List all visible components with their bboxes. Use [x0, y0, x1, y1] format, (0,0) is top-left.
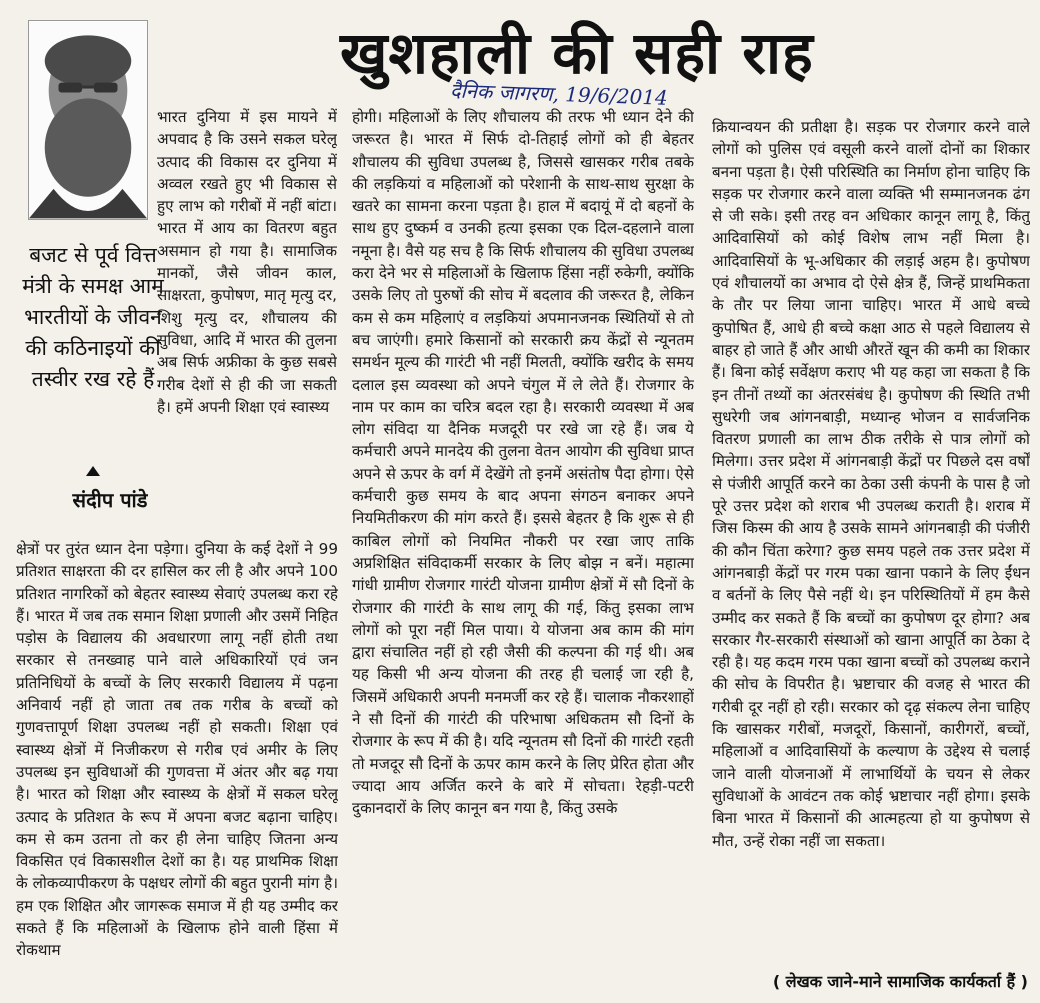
handwritten-date-note: दैनिक जागरण, 19/6/2014 [449, 78, 669, 110]
article-column-3: क्रियान्वयन की प्रतीक्षा है। सड़क पर रोजगार करने वाले लोगों को पुलिस एवं वसूली करने वालों दोनों का शिकार बनना पड़ता है। ऐसी परिस्थिति का निर्माण होना चाहिए कि सड़क पर रोजगार करने वाला व्यक्ति भी सम्मानजनक ढंग से जी सके। इसी तरह वन अधिकार कानून लागू है, किंतु आदिवासियों को कोई विशेष लाभ नहीं मिला है। आदिवासियों के भू-अधिकार की लड़ाई अहम है। कुपोषण एवं शौचालयों का अभाव दो ऐसे क्षेत्र हैं, जिन्हें प्राथमिकता के तौर पर लिया जाना चाहिए। भारत में आधे बच्चे कुपोषित हैं, आधे ही बच्चे कक्षा आठ से पहले विद्यालय से बाहर हो जाते हैं और आधी औरतें खून की कमी का शिकार हैं। बिना कोई सर्वेक्षण कराए भी यह कहा जा सकता है कि इन तीनों तथ्यों का अंतरसंबंध है। कुपोषण की स्थिति तभी सुधरेगी जब आंगनबाड़ी, मध्यान्ह भोजन व सार्वजनिक वितरण प्रणाली का लाभ ठीक तरीके से पात्र लोगों को मिलेगा। उत्तर प्रदेश में आंगनबाड़ी केंद्रों पर पिछले दस वर्षों से पंजीरी आपूर्ति करने का ठेका उसी कंपनी के पास है जो पूरे उत्तर प्रदेश को शराब भी उपलब्ध कराती है। शराब में जिस किस्म की आय है उसके सामने आंगनबाड़ी की पंजीरी की कौन चिंता करेगा? कुछ समय पहले तक उत्तर प्रदेश में आंगनबाड़ी केंद्रों पर गरम पका खाना पकाने के लिए ईंधन व बर्तनों के लिए पैसे नहीं थे। इन परिस्थितियों में हम कैसे उम्मीद कर सकते हैं कि बच्चों का कुपोषण दूर होगा? अब सरकार गैर-सरकारी संस्थाओं को खाना आपूर्ति का ठेका दे रही है। यह कदम गरम पका खाना बच्चों को उपलब्ध कराने की सोच के विपरीत है। भ्रष्टाचार की वजह से भारत की गरीबी दूर नहीं हो रही। सरकार को दृढ़ संकल्प लेना चाहिए कि खासकर गरीबों, मजदूरों, किसानों, कारीगरों, बच्चों, महिलाओं व आदिवासियों के कल्याण के उद्देश्य से चलाई जाने वाली योजनाओं में लाभार्थियों के चयन से लेकर सुविधाओं के आवंटन तक कोई भ्रष्टाचार नहीं होगा। इसके बिना भारत में किसानों की आत्महत्या हो या कुपोषण से मौत, उन्हें रोका नहीं जा सकता। [712, 118, 1030, 850]
author-portrait-image [29, 21, 147, 219]
article-column-1-top: भारत दुनिया में इस मायने में अपवाद है कि उसने सकल घरेलू उत्पाद की विकास दर दुनिया में अव्वल रखते हुए भी विकास से हुए लाभ को गरीबों में नहीं बांटा। भारत में आय का वितरण बहुत असमान हो गया है। सामाजिक मानकों, जैसे जीवन काल, साक्षरता, कुपोषण, मातृ मृत्यु दर, शिशु मृत्यु दर, शौचालय की सुविधा, आदि में भारत की तुलना अब सिर्फ अफ्रीका के कुछ सबसे गरीब देशों से ही की जा सकती है। हमें अपनी शिक्षा एवं स्वास्थ्य [157, 108, 337, 416]
author-photo [28, 20, 148, 220]
byline: संदीप पांडे [72, 488, 148, 512]
deck-summary: बजट से पूर्व वित्त मंत्री के समक्ष आम भारतीयों के जीवन की कठिनाइयों की तस्वीर रख रहे हैं [22, 243, 164, 391]
triangle-marker-icon [86, 466, 100, 476]
article-column-2: होगी। महिलाओं के लिए शौचालय की तरफ भी ध्यान देने की जरूरत है। भारत में सिर्फ दो-तिहाई लोगों को ही बेहतर शौचालय की सुविधा उपलब्ध है, जिससे खासकर गरीब तबके की लड़कियां व महिलाओं को परेशानी के साथ-साथ सुरक्षा के खतरे का सामना करना पड़ता है। हाल में बदायूं में दो बहनों के साथ हुए दुष्कर्म व उनकी हत्या इसका एक दिल-दहलाने वाला नमूना है। वैसे यह सच है कि सिर्फ शौचालय की सुविधा उपलब्ध करा देने भर से महिलाओं के खिलाफ हिंसा नहीं रुकेगी, क्योंकि उसके लिए तो पुरुषों की सोच में बदलाव की जरूरत है, लेकिन कम से कम महिलाएं व लड़कियां अपमानजनक स्थितियों से तो बच जाएंगी। हमारे किसानों को सरकारी क्रय केंद्रों से न्यूनतम समर्थन मूल्य की गारंटी भी नहीं मिलती, क्योंकि खरीद के समय दलाल इस व्यवस्था को अपने चंगुल में ले लेते हैं। रोजगार के नाम पर काम का चरित्र बदल रहा है। सरकारी व्यवस्था में अब लोग संविदा या दैनिक मजदूरी पर रखे जा रहे हैं। जब ये कर्मचारी अपने मानदेय की तुलना वेतन आयोग की सुविधा प्राप्त अपने से ऊपर के वर्ग में देखेंगे तो इनमें असंतोष पैदा होगा। ऐसे कर्मचारी कुछ समय के बाद अपना संगठन बनाकर अपने नियमितीकरण की मांग करते हैं। इससे बेहतर है कि शुरू से ही काबिल लोगों को नियमित नौकरी पर रखा जाए ताकि अप्रशिक्षित संविदाकर्मी सरकार के लिए बोझ न बनें। महात्मा गांधी ग्रामीण रोजगार गारंटी योजना ग्रामीण क्षेत्रों में सौ दिनों के रोजगार की गारंटी के साथ लागू की गई, किंतु इसका लाभ लोगों को पूरा नहीं मिल पाया। ये योजना अब काम की मांग द्वारा संचालित नहीं हो रही जैसी की कल्पना की गई थी। अब यह किसी भी अन्य योजना की तरह ही चलाई जा रही है, जिसमें अधिकारी अपनी मनमर्जी कर रहे हैं। चालाक नौकरशाहों ने सौ दिनों की गारंटी की परिभाषा अधिकतम सौ दिनों के रोजगार के रूप में की है। यदि न्यूनतम सौ दिनों की गारंटी रहती तो मजदूर सौ दिनों के ऊपर काम करने के लिए प्रेरित होता और ज्यादा आय अर्जित करने के बारे में सोचता। रेहड़ी-पटरी दुकानदारों के लिए कानून बन गया है, किंतु उसके [352, 108, 694, 818]
author-credit: ( लेखक जाने-माने सामाजिक कार्यकर्ता हैं ) [772, 972, 1028, 991]
article-column-1-bottom: क्षेत्रों पर तुरंत ध्यान देना पड़ेगा। दुनिया के कई देशों ने 99 प्रतिशत साक्षरता की दर हासिल कर ली है और अपने 100 प्रतिशत नागरिकों को बेहतर स्वास्थ्य सेवाएं उपलब्ध करा रहे हैं। भारत में जब तक समान शिक्षा प्रणाली और उसमें निहित पड़ोस के विद्यालय की अवधारणा लागू नहीं होती तथा सरकार से तनख्वाह पाने वाले अधिकारियों एवं जन प्रतिनिधियों के बच्चों के लिए सरकारी विद्यालय में पढ़ना अनिवार्य नहीं हो जाता तब तक गरीब के बच्चों को गुणवत्तापूर्ण शिक्षा उपलब्ध नहीं हो सकती। शिक्षा एवं स्वास्थ्य क्षेत्रों में निजीकरण से गरीब एवं अमीर के लिए उपलब्ध इन सुविधाओं की गुणवत्ता में अंतर और बढ़ गया है। भारत को शिक्षा और स्वास्थ्य के क्षेत्रों में सकल घरेलू उत्पाद के प्रतिशत के रूप में अपना बजट बढ़ाना चाहिए। कम से कम उतना तो कर ही लेना चाहिए जितना अन्य विकसित एवं विकासशील देशों का है। यह प्राथमिक शिक्षा के लोकव्यापीकरण के पक्षधर लोगों की बहुत पुरानी मांग है। हम एक शिक्षित और जागरूक समाज में ही यह उम्मीद कर सकते हैं कि महिलाओं के खिलाफ होने वाली हिंसा में रोकथाम [16, 540, 338, 960]
headline: खुशहाली की सही राह [340, 19, 814, 87]
